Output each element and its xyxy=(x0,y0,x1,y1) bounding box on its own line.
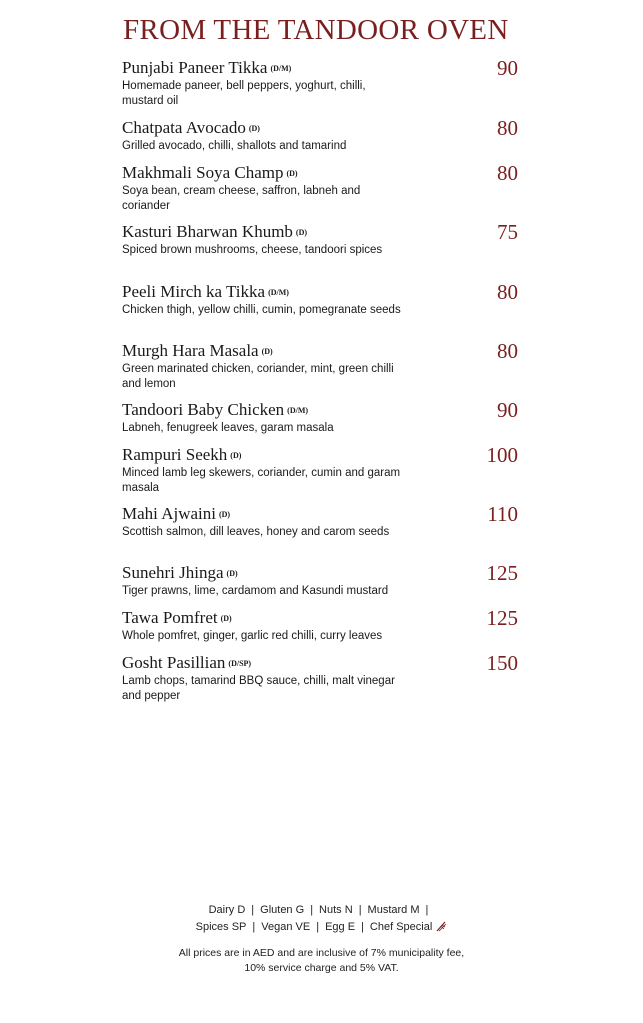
menu-item-name: Peeli Mirch ka Tikka xyxy=(122,282,266,301)
allergen-legend xyxy=(0,902,643,936)
legend-code-vegan: VE xyxy=(295,921,311,933)
menu-item-price: 125 xyxy=(486,561,518,585)
menu-item-name: Chatpata Avocado xyxy=(122,118,246,137)
menu-item-name: Gosht Pasillian xyxy=(122,653,226,672)
menu-item-tags: (D/M) xyxy=(268,288,289,297)
menu-item-tags: (D) xyxy=(295,228,308,237)
menu-item-name: Makhmali Soya Champ xyxy=(122,163,284,182)
menu-item-name: Punjabi Paneer Tikka xyxy=(122,58,268,77)
menu-item-name: Murgh Hara Masala xyxy=(122,341,259,360)
menu-item-tags: (D) xyxy=(248,124,260,133)
menu-item-price: 80 xyxy=(497,161,518,185)
menu-item xyxy=(122,504,522,540)
menu-item-price: 80 xyxy=(497,280,518,304)
menu-item-price: 80 xyxy=(497,339,518,363)
legend-code-gluten: G xyxy=(295,904,305,916)
menu-item-price: 110 xyxy=(487,502,518,526)
menu-item-tags: (D/M) xyxy=(287,406,309,415)
menu-item-price: 90 xyxy=(497,398,518,422)
menu-item xyxy=(122,58,522,109)
menu-item-tags: (D) xyxy=(230,451,242,460)
menu-item-description: Scottish salmon, dill leaves, honey and carom seeds xyxy=(122,526,390,538)
menu-item-name: Tawa Pomfret xyxy=(122,608,218,627)
menu-item-name: Rampuri Seekh xyxy=(122,445,228,464)
price-note xyxy=(0,946,643,976)
menu-item-description: Lamb chops, tamarind BBQ sauce, chilli, malt vinegar and pepper xyxy=(122,675,395,702)
legend-code-dairy: D xyxy=(237,904,246,916)
menu-item-price: 75 xyxy=(497,220,518,244)
menu-item xyxy=(122,563,522,599)
menu-item-tags: (D) xyxy=(261,347,273,356)
menu-item-price: 125 xyxy=(486,606,518,630)
menu-item-description: Whole pomfret, ginger, garlic red chilli, curry leaves xyxy=(122,630,383,642)
menu-item-tags: (D) xyxy=(220,614,232,623)
menu-item-tags: (D) xyxy=(218,510,231,519)
legend-label-chef-special: Chef Special xyxy=(369,921,433,933)
menu-item-price: 80 xyxy=(497,116,518,140)
menu-item-name: Sunehri Jhinga xyxy=(122,563,224,582)
legend-label-gluten: Gluten xyxy=(260,904,293,916)
menu-item xyxy=(122,445,522,496)
legend-line-1: Dairy D | Gluten G | Nuts N | Mustard M | xyxy=(208,904,429,916)
menu-item xyxy=(122,653,522,704)
menu-item xyxy=(122,222,522,258)
menu-item xyxy=(122,341,522,392)
menu-item-description: Tiger prawns, lime, cardamom and Kasundi mustard xyxy=(122,585,389,597)
menu-item-description: Chicken thigh, yellow chilli, cumin, pomegranate seeds xyxy=(122,304,401,316)
menu-item xyxy=(122,282,522,318)
legend-label-mustard: Mustard xyxy=(367,904,408,916)
menu-item xyxy=(122,163,522,214)
legend-code-egg: E xyxy=(347,921,356,933)
legend-code-nuts: N xyxy=(344,904,353,916)
menu-item-description: Grilled avocado, chilli, shallots and tamarind xyxy=(122,140,347,152)
menu-item-price: 100 xyxy=(486,443,518,467)
legend-label-spices: Spices xyxy=(195,921,229,933)
menu-item-description: Minced lamb leg skewers, coriander, cumin and garam masala xyxy=(122,467,401,494)
menu-item xyxy=(122,608,522,644)
menu-item-price: 150 xyxy=(486,651,518,675)
legend-label-vegan: Vegan xyxy=(261,921,293,933)
menu-item-price: 90 xyxy=(497,56,518,80)
menu-item-tags: (D/SP) xyxy=(228,659,252,668)
menu-item-name: Mahi Ajwaini xyxy=(122,504,216,523)
menu-item-description: Spiced brown mushrooms, cheese, tandoori spices xyxy=(122,244,383,256)
menu-section-title: FROM THE TANDOOR OVEN xyxy=(123,14,509,46)
menu-item xyxy=(122,400,522,436)
menu-item-tags: (D) xyxy=(286,169,298,178)
menu-item xyxy=(122,118,522,154)
price-note-line-2: 10% service charge and 5% VAT. xyxy=(244,962,399,974)
price-note-line-1: All prices are in AED and are inclusive of 7% municipality fee, xyxy=(178,947,465,959)
chef-special-icon xyxy=(435,920,447,932)
legend-line-2: Spices SP | Vegan VE | Egg E | Chef Special xyxy=(0,919,643,936)
menu-item-tags: (D/M) xyxy=(270,64,292,73)
menu-item-description: Soya bean, cream cheese, saffron, labneh and coriander xyxy=(122,185,361,212)
legend-label-nuts: Nuts xyxy=(319,904,342,916)
legend-code-spices: SP xyxy=(231,921,247,933)
legend-code-mustard: M xyxy=(410,904,420,916)
menu-item-description: Homemade paneer, bell peppers, yoghurt, chilli, mustard oil xyxy=(122,80,366,107)
menu-item-description: Labneh, fenugreek leaves, garam masala xyxy=(122,422,334,434)
legend-label-dairy: Dairy xyxy=(208,904,235,916)
menu-item-description: Green marinated chicken, coriander, mint, green chilli and lemon xyxy=(122,363,394,390)
menu-item-name: Kasturi Bharwan Khumb xyxy=(122,222,293,241)
menu-item-name: Tandoori Baby Chicken xyxy=(122,400,285,419)
menu-item-tags: (D) xyxy=(226,569,238,578)
legend-label-egg: Egg xyxy=(325,921,345,933)
